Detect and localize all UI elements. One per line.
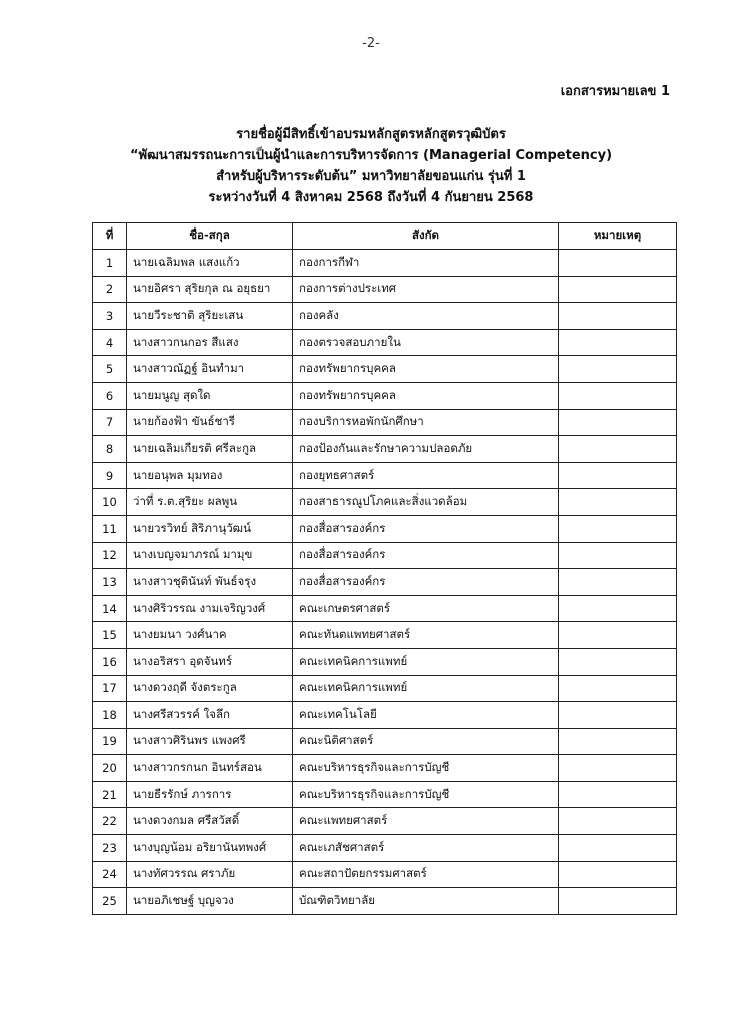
row-number: 19	[93, 728, 127, 755]
row-department: คณะเกษตรศาสตร์	[293, 595, 559, 622]
row-department: กองการต่างประเทศ	[293, 276, 559, 303]
row-department: กองการกีฬา	[293, 250, 559, 277]
row-number: 22	[93, 808, 127, 835]
row-name: นางเบญจมาภรณ์ มามุข	[127, 542, 293, 569]
row-department: คณะบริหารธุรกิจและการบัญชี	[293, 781, 559, 808]
row-department: กองทรัพยากรบุคคล	[293, 382, 559, 409]
row-name: นายอนุพล มุมทอง	[127, 462, 293, 489]
table-row	[93, 728, 677, 755]
row-remark	[559, 276, 677, 303]
row-department: คณะนิติศาสตร์	[293, 728, 559, 755]
table-row	[93, 303, 677, 330]
row-remark	[559, 888, 677, 915]
row-name: นางสาวศิรินพร แพงศรี	[127, 728, 293, 755]
row-number: 13	[93, 569, 127, 596]
row-remark	[559, 648, 677, 675]
row-name: นายเฉลิมเกียรติ ศรีละกูล	[127, 436, 293, 463]
row-remark	[559, 675, 677, 702]
row-number: 18	[93, 702, 127, 729]
row-remark	[559, 489, 677, 516]
row-department: คณะทันตแพทยศาสตร์	[293, 622, 559, 649]
participant-table	[92, 222, 677, 915]
row-department: กองสื่อสารองค์กร	[293, 569, 559, 596]
row-remark	[559, 781, 677, 808]
row-number: 14	[93, 595, 127, 622]
row-number: 9	[93, 462, 127, 489]
row-department: คณะเทคโนโลยี	[293, 702, 559, 729]
row-name: นางสาวชุตินันท์ พันธ์จรุง	[127, 569, 293, 596]
row-department: บัณฑิตวิทยาลัย	[293, 888, 559, 915]
row-department: คณะเทคนิคการแพทย์	[293, 648, 559, 675]
row-number: 8	[93, 436, 127, 463]
row-number: 24	[93, 861, 127, 888]
row-number: 2	[93, 276, 127, 303]
row-department: กองยุทธศาสตร์	[293, 462, 559, 489]
table-row	[93, 781, 677, 808]
row-name: นางศรีสวรรค์ ใจลึก	[127, 702, 293, 729]
table-row	[93, 515, 677, 542]
row-name: นางยมนา วงศ์นาค	[127, 622, 293, 649]
row-name: นายวรวิทย์ สิริภานุวัฒน์	[127, 515, 293, 542]
table-row	[93, 569, 677, 596]
row-number: 20	[93, 755, 127, 782]
row-remark	[559, 462, 677, 489]
table-row	[93, 542, 677, 569]
row-name: นายอิศรา สุริยกุล ณ อยุธยา	[127, 276, 293, 303]
header-number: ที่	[93, 223, 127, 250]
row-remark	[559, 356, 677, 383]
row-name: นางสาวกนกอร สีแสง	[127, 329, 293, 356]
row-department: กองบริการหอพักนักศึกษา	[293, 409, 559, 436]
row-name: นางดวงฤดี จังตระกูล	[127, 675, 293, 702]
row-remark	[559, 808, 677, 835]
row-number: 12	[93, 542, 127, 569]
row-department: คณะเภสัชศาสตร์	[293, 835, 559, 862]
row-number: 16	[93, 648, 127, 675]
row-department: คณะแพทยศาสตร์	[293, 808, 559, 835]
row-name: นายอภิเชษฐ์ บุญจวง	[127, 888, 293, 915]
table-row	[93, 835, 677, 862]
row-number: 21	[93, 781, 127, 808]
row-remark	[559, 755, 677, 782]
table-row	[93, 622, 677, 649]
row-number: 3	[93, 303, 127, 330]
table-row	[93, 702, 677, 729]
table-row	[93, 436, 677, 463]
row-department: กองสื่อสารองค์กร	[293, 542, 559, 569]
table-row	[93, 861, 677, 888]
title-line: รายชื่อผู้มีสิทธิ์เข้าอบรมหลักสูตรหลักสูตรวุฒิบัตร	[236, 127, 506, 142]
row-number: 15	[93, 622, 127, 649]
row-remark	[559, 515, 677, 542]
row-department: คณะเทคนิคการแพทย์	[293, 675, 559, 702]
title-line: “พัฒนาสมรรถนะการเป็นผู้นำและการบริหารจัดการ (Managerial Competency)	[129, 148, 613, 163]
row-department: กองป้องกันและรักษาความปลอดภัย	[293, 436, 559, 463]
row-remark	[559, 728, 677, 755]
row-name: นางอริสรา อุดจันทร์	[127, 648, 293, 675]
row-number: 25	[93, 888, 127, 915]
row-name: นายมนูญ สุดใด	[127, 382, 293, 409]
row-remark	[559, 569, 677, 596]
table-row	[93, 648, 677, 675]
row-name: นางศิริวรรณ งามเจริญวงศ์	[127, 595, 293, 622]
row-department: คณะบริหารธุรกิจและการบัญชี	[293, 755, 559, 782]
table-body	[93, 250, 677, 915]
row-remark	[559, 303, 677, 330]
row-remark	[559, 702, 677, 729]
title-line: สำหรับผู้บริหารระดับต้น” มหาวิทยาลัยขอนแก่น รุ่นที่ 1	[216, 169, 526, 184]
table-row	[93, 356, 677, 383]
row-name: นายวีระชาติ สุริยะเสน	[127, 303, 293, 330]
row-number: 5	[93, 356, 127, 383]
table-row	[93, 462, 677, 489]
row-remark	[559, 409, 677, 436]
row-department: กองสาธารณูปโภคและสิ่งแวดล้อม	[293, 489, 559, 516]
row-name: นายเฉลิมพล แสงแก้ว	[127, 250, 293, 277]
row-remark	[559, 622, 677, 649]
row-name: นางบุญน้อม อริยานันทพงศ์	[127, 835, 293, 862]
row-name: นายธีรรักษ์ ภารการ	[127, 781, 293, 808]
row-remark	[559, 250, 677, 277]
title-line: ระหว่างวันที่ 4 สิงหาคม 2568 ถึงวันที่ 4 กันยายน 2568	[208, 190, 534, 205]
row-remark	[559, 595, 677, 622]
row-number: 4	[93, 329, 127, 356]
table-row	[93, 382, 677, 409]
table-row	[93, 888, 677, 915]
table-row	[93, 329, 677, 356]
row-number: 11	[93, 515, 127, 542]
header-name: ชื่อ-สกุล	[127, 223, 293, 250]
row-department: กองตรวจสอบภายใน	[293, 329, 559, 356]
row-remark	[559, 835, 677, 862]
row-number: 6	[93, 382, 127, 409]
row-number: 23	[93, 835, 127, 862]
table-row	[93, 250, 677, 277]
row-remark	[559, 861, 677, 888]
row-number: 10	[93, 489, 127, 516]
page-number: -2-	[362, 36, 380, 51]
header-department: สังกัด	[293, 223, 559, 250]
document-title	[60, 124, 682, 208]
row-name: ว่าที่ ร.ต.สุริยะ ผลพูน	[127, 489, 293, 516]
row-name: นางสาวณัฏฐ์ อินทำมา	[127, 356, 293, 383]
row-department: กองคลัง	[293, 303, 559, 330]
row-remark	[559, 542, 677, 569]
table-row	[93, 276, 677, 303]
table-row	[93, 755, 677, 782]
table-row	[93, 489, 677, 516]
row-remark	[559, 382, 677, 409]
row-name: นางสาวกรกนก อินทร์สอน	[127, 755, 293, 782]
table-row	[93, 595, 677, 622]
table-row	[93, 675, 677, 702]
table-row	[93, 409, 677, 436]
header-remark: หมายเหตุ	[559, 223, 677, 250]
row-name: นางทัศวรรณ ศราภัย	[127, 861, 293, 888]
row-department: คณะสถาปัตยกรรมศาสตร์	[293, 861, 559, 888]
table-header-row	[93, 223, 677, 250]
row-department: กองสื่อสารองค์กร	[293, 515, 559, 542]
row-number: 1	[93, 250, 127, 277]
table-row	[93, 808, 677, 835]
row-number: 17	[93, 675, 127, 702]
row-remark	[559, 329, 677, 356]
row-remark	[559, 436, 677, 463]
row-name: นางดวงกมล ศรีสวัสดิ์	[127, 808, 293, 835]
row-department: กองทรัพยากรบุคคล	[293, 356, 559, 383]
row-number: 7	[93, 409, 127, 436]
row-name: นายก้องฟ้า ขันธ์ชารี	[127, 409, 293, 436]
document-reference: เอกสารหมายเลข 1	[560, 84, 670, 99]
